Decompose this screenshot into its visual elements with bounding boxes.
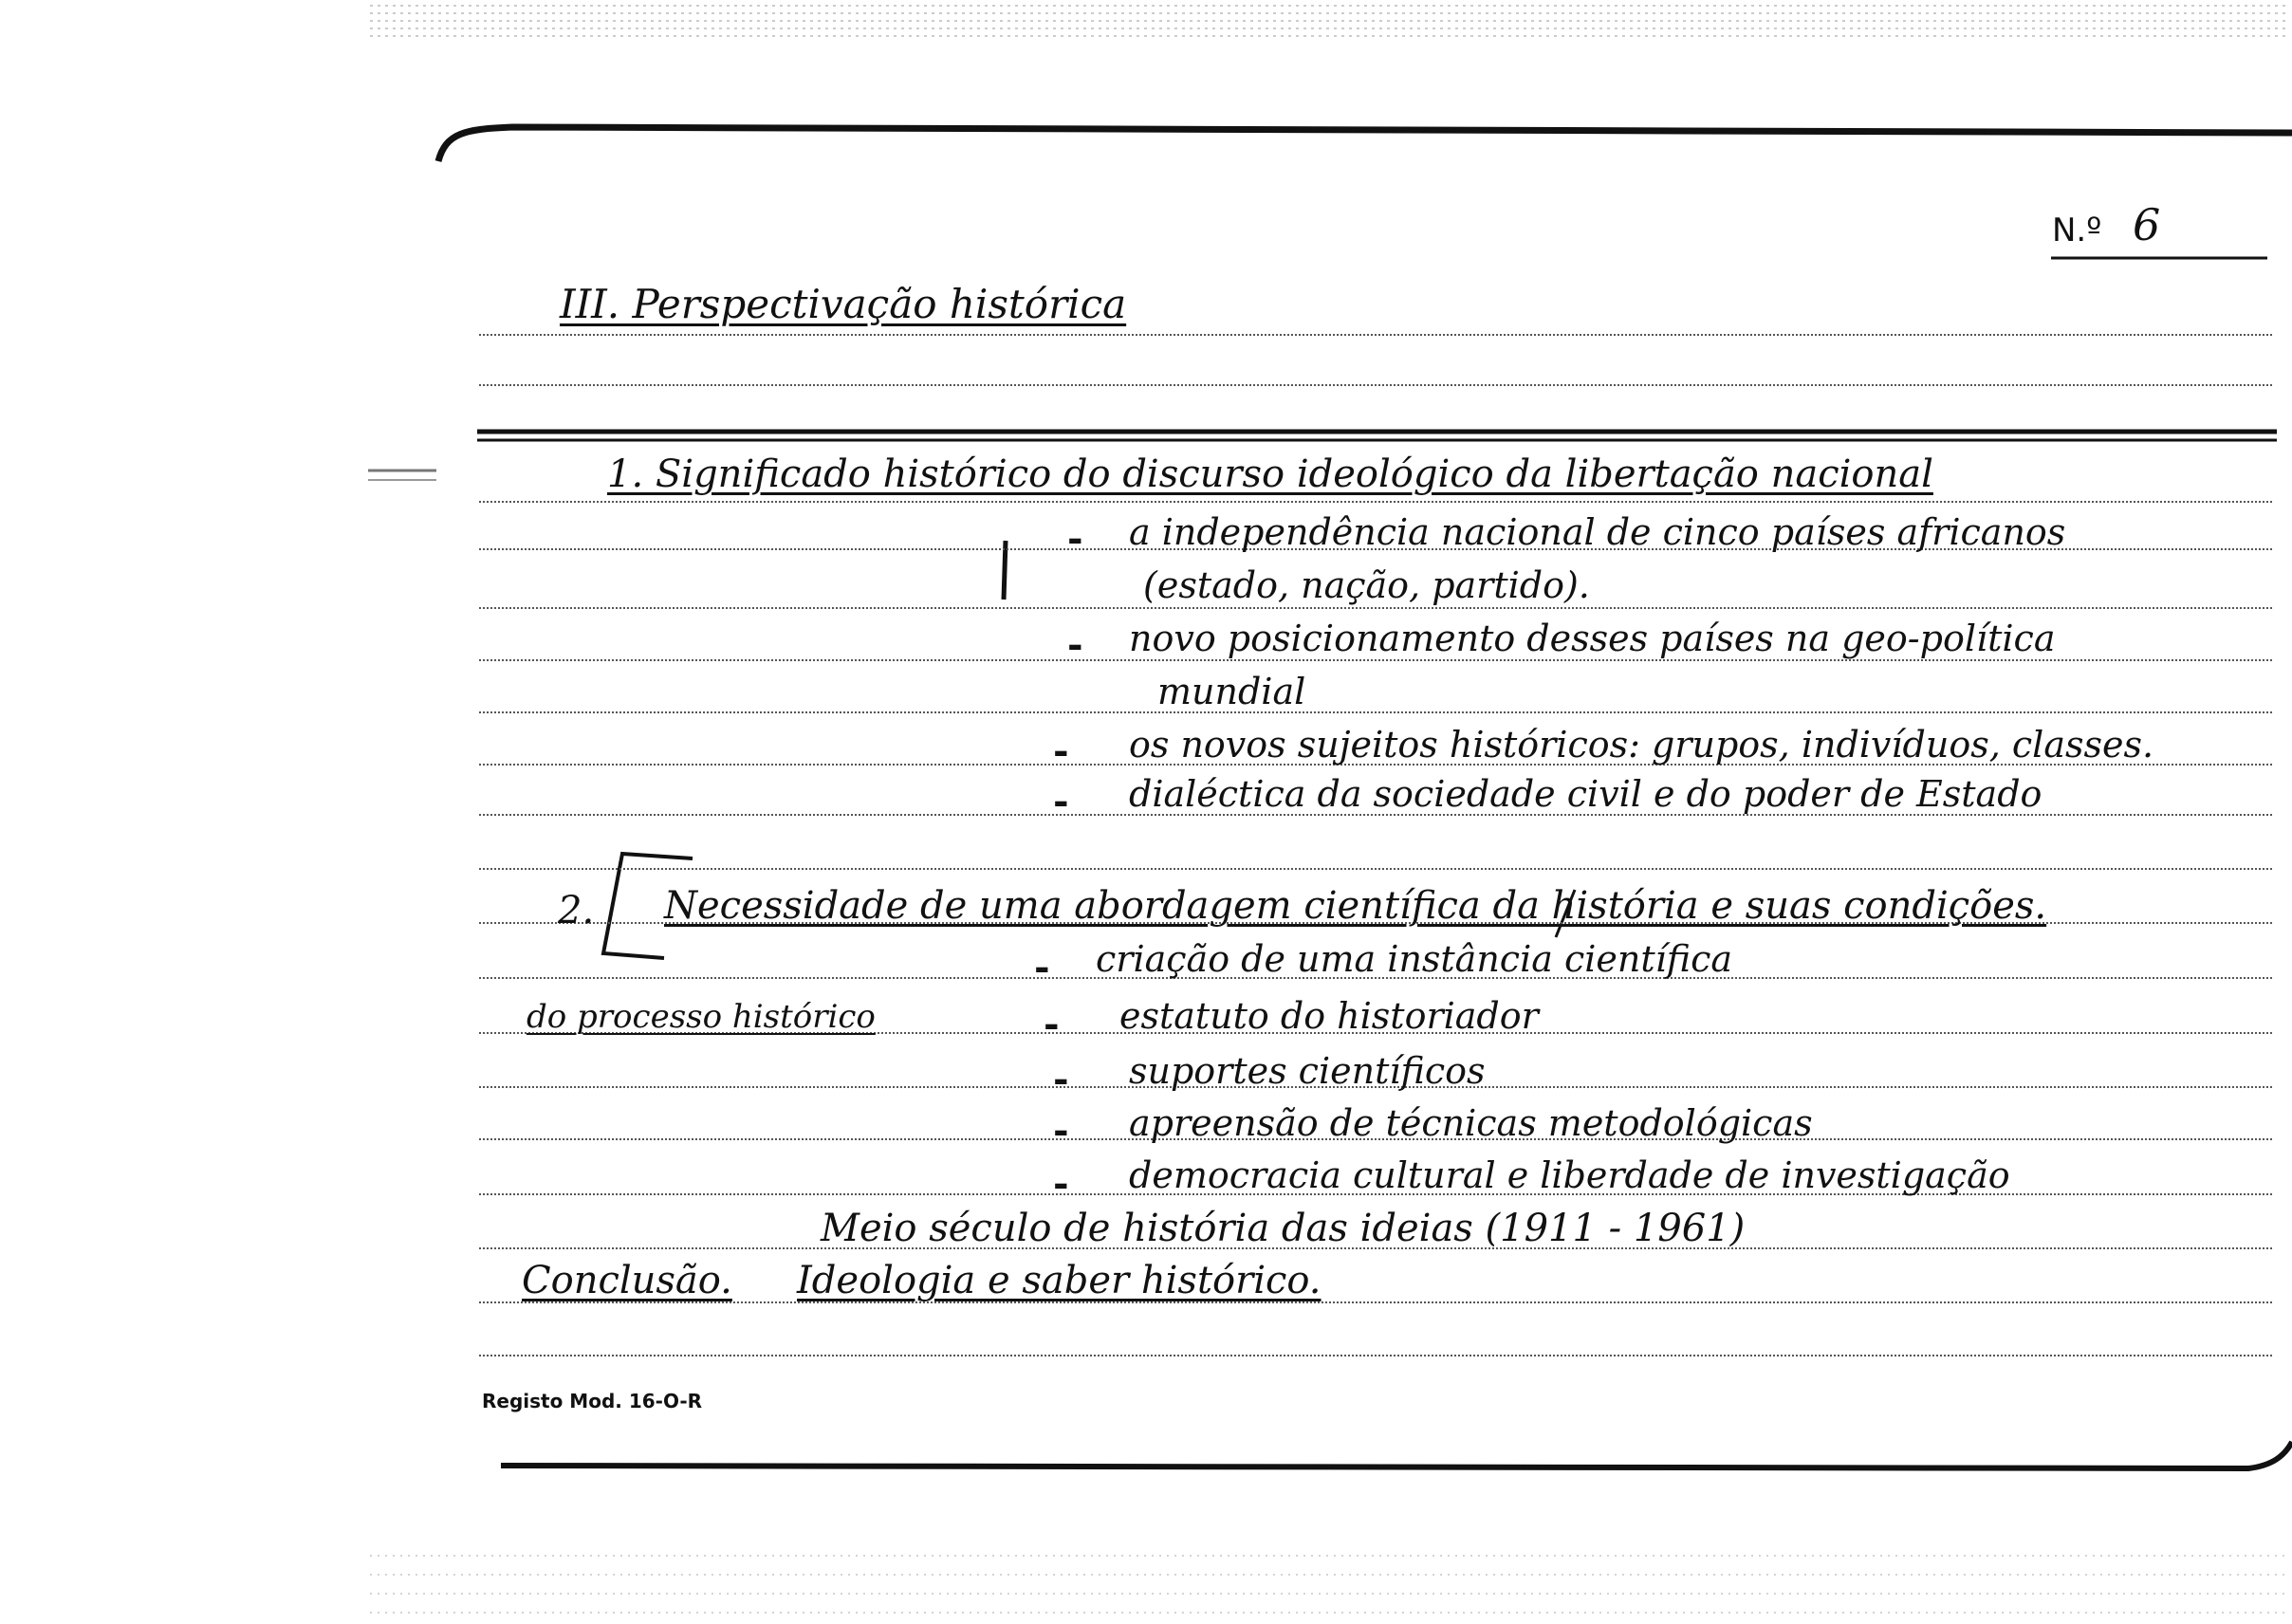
point1-item: mundial	[1157, 671, 1306, 712]
point1-item: a independência nacional de cinco países africanos	[1129, 511, 2066, 553]
form-code: Registo Mod. 16-O-R	[482, 1390, 703, 1412]
point2-item: estatuto do historiador	[1119, 995, 1539, 1037]
ruled-line	[479, 384, 2272, 386]
point2-item: criação de uma instância científica	[1096, 938, 1733, 980]
bullet-dash: -	[1053, 729, 1069, 773]
bullet-dash: -	[1053, 1161, 1069, 1206]
ruled-line	[479, 501, 2272, 503]
number-label: N.º	[2052, 212, 2102, 249]
point2-item: democracia cultural e liberdade de investigação	[1129, 1154, 2010, 1196]
point2-side-note: do processo histórico	[527, 998, 876, 1036]
ruled-line	[479, 659, 2272, 661]
section-title: III. Perspectivação histórica	[560, 281, 1127, 327]
point1-item: novo posicionamento desses países na geo-política	[1129, 618, 2056, 659]
point1-heading: 1. Significado histórico do discurso ideológico da libertação nacional	[607, 452, 1933, 496]
bullet-dash: -	[1067, 516, 1083, 561]
number-value: 6	[2133, 199, 2161, 250]
bullet-dash: -	[1044, 1002, 1060, 1046]
bullet-dash: -	[1053, 1057, 1069, 1101]
ruled-line	[479, 711, 2272, 713]
point2-heading: Necessidade de uma abordagem científica da história e suas condições.	[664, 884, 2047, 928]
ruled-line	[479, 334, 2272, 336]
point2-item: suportes científicos	[1129, 1050, 1486, 1092]
bullet-dash: -	[1053, 1108, 1069, 1153]
history-note: Meio século de história das ideias (1911 - 1961)	[821, 1207, 1746, 1250]
ruled-line	[479, 1301, 2272, 1303]
point1-item: dialéctica da sociedade civil e do poder de Estado	[1129, 773, 2042, 815]
bullet-dash: -	[1034, 945, 1050, 989]
point2-number: 2.	[558, 889, 595, 932]
conclusion-text: Ideologia e saber histórico.	[797, 1259, 1322, 1302]
ruled-line	[479, 1355, 2272, 1356]
conclusion-label: Conclusão.	[522, 1259, 732, 1302]
point2-item: apreensão de técnicas metodológicas	[1129, 1102, 1813, 1144]
point1-item: os novos sujeitos históricos: grupos, indivíduos, classes.	[1129, 724, 2154, 766]
ruled-line	[479, 868, 2272, 870]
ruled-line	[479, 607, 2272, 609]
bullet-dash: -	[1053, 779, 1069, 823]
point1-item: (estado, nação, partido).	[1143, 564, 1590, 606]
bullet-dash: -	[1067, 622, 1083, 667]
